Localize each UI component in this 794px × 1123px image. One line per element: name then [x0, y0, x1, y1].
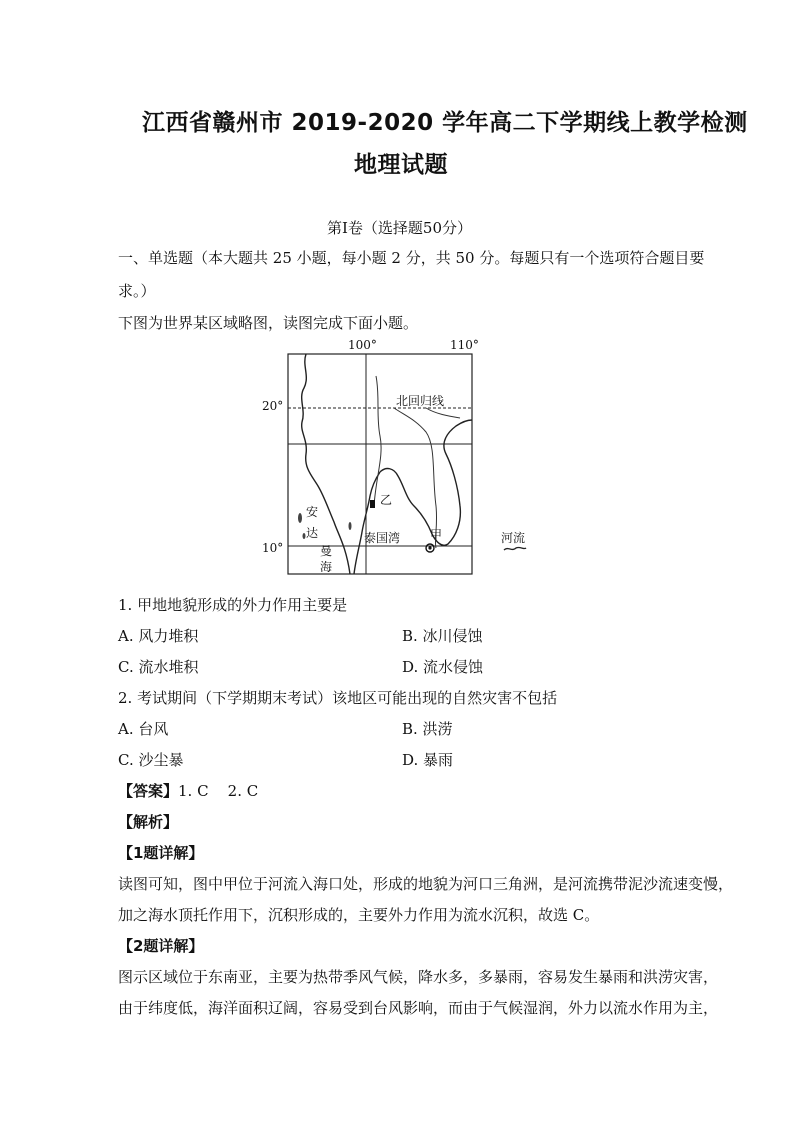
lon-label-110: 110° [450, 338, 479, 352]
label-yi: 乙 [380, 493, 393, 507]
q1-option-b: B. 冰川侵蚀 [402, 627, 483, 645]
tropic-label: 北回归线 [396, 394, 445, 408]
region-map [262, 336, 526, 582]
label-andaman-4: 海 [320, 560, 333, 574]
point-yi-marker [370, 500, 375, 508]
page-subtitle: 地理试题 [354, 152, 448, 178]
label-andaman-2: 达 [306, 526, 319, 540]
q2-option-c: C. 沙尘暴 [118, 751, 184, 769]
label-andaman-3: 曼 [320, 544, 333, 558]
q2-explain-label: 【2题详解】 [118, 937, 204, 955]
q1-explain-line-2: 加之海水顶托作用下，沉积形成的，主要外力作用为流水沉积，故选 C。 [118, 906, 600, 924]
q1-option-d: D. 流水侵蚀 [402, 658, 484, 676]
map-intro: 下图为世界某区域略图，读图完成下面小题。 [118, 314, 419, 332]
label-andaman-1: 安 [306, 505, 319, 519]
answer-line [118, 780, 258, 801]
island-1 [298, 513, 302, 523]
lat-label-20: 20° [262, 399, 284, 413]
q1-explain-label: 【1题详解】 [118, 844, 204, 862]
q1-explain-line-1: 读图可知，图中甲位于河流入海口处，形成的地貌为河口三角洲，是河流携带泥沙流速变慢， [118, 875, 734, 893]
label-jia: 甲 [430, 528, 443, 542]
question-2-stem: 2. 考试期间（下学期期末考试）该地区可能出现的自然灾害不包括 [118, 689, 558, 707]
q2-option-d: D. 暴雨 [402, 751, 454, 769]
q2-option-b: B. 洪涝 [402, 720, 453, 738]
page-title: 江西省赣州市 2019-2020 学年高二下学期线上教学检测 [142, 110, 748, 136]
analysis-label: 【解析】 [118, 813, 179, 831]
q2-explain-line-1: 图示区域位于东南亚，主要为热带季风气候，降水多，多暴雨，容易发生暴雨和洪涝灾害， [118, 968, 719, 986]
lon-label-100: 100° [348, 338, 377, 352]
q2-option-a: A. 台风 [118, 720, 169, 738]
q1-option-a: A. 风力堆积 [118, 627, 199, 645]
question-1-stem: 1. 甲地地貌形成的外力作用主要是 [118, 596, 348, 614]
answer-values: 1. C 2. C [178, 782, 259, 800]
section-heading: 第Ⅰ卷（选择题50分） [327, 219, 473, 237]
island-3 [349, 522, 352, 530]
lat-label-10: 10° [262, 541, 284, 555]
answer-label: 【答案】 [118, 782, 179, 800]
legend-river-symbol [502, 544, 528, 554]
legend-river-label: 河流 [501, 531, 526, 545]
instruction-line-2: 求。） [118, 282, 156, 300]
q1-option-c: C. 流水堆积 [118, 658, 199, 676]
label-gulf-of-thailand: 泰国湾 [364, 531, 401, 545]
instruction-line-1: 一、单选题（本大题共 25 小题，每小题 2 分，共 50 分。每题只有一个选项符合题目要 [118, 249, 705, 267]
q2-explain-line-2: 由于纬度低，海洋面积辽阔，容易受到台风影响，而由于气候湿润，外力以流水作用为主， [118, 999, 719, 1017]
